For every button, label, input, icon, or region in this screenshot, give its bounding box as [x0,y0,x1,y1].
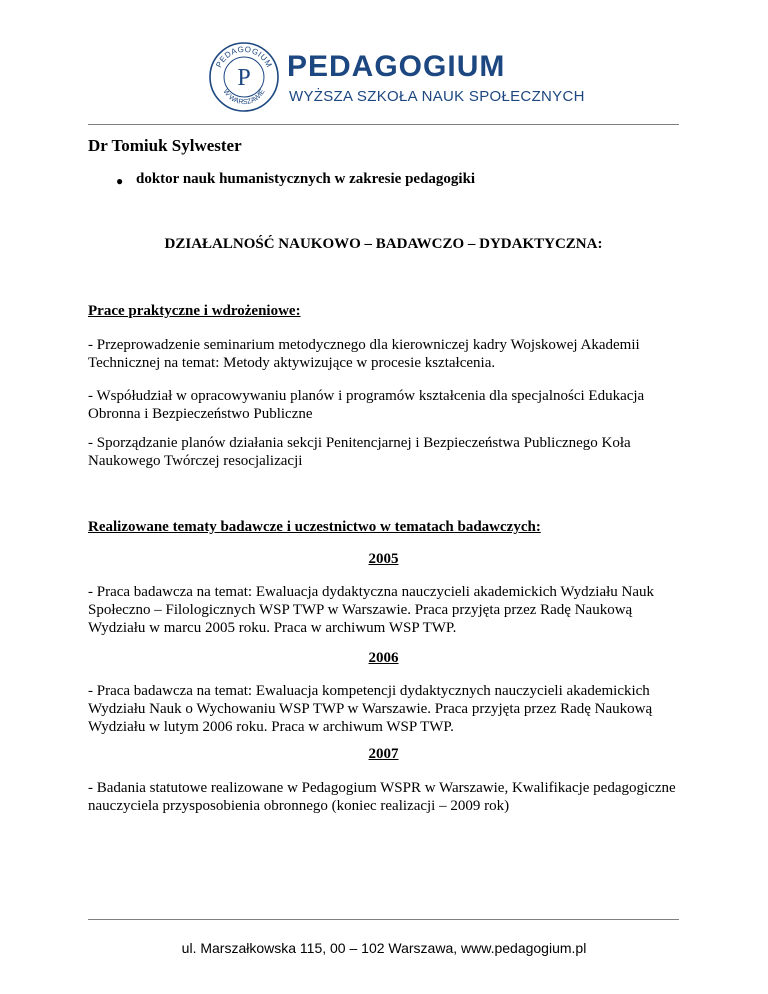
year-heading: 2005 [368,551,399,567]
practical-heading: Prace praktyczne i wdrożeniowe: [88,303,301,319]
practical-item: - Przeprowadzenie seminarium metodycznego dla kierowniczej kadry Wojskowej Akademii Technicznej na temat: Metody aktywizujące w procesie kształcenia. [88,337,640,371]
footer-divider [88,919,679,920]
research-item: - Badania statutowe realizowane w Pedagogium WSPR w Warszawie, Kwalifikacje pedagogiczne nauczyciela przysposobienia obronnego (koniec realizacji – 2009 rok) [88,780,676,814]
research-item: - Praca badawcza na temat: Ewaluacja kompetencji dydaktycznych nauczycieli akademickich Wydziału Nauk o Wychowaniu WSP TWP w Warszawie. Praca przyjęta przez Radę Naukową Wydziału w lutym 2006 roku. Praca w archiwum WSP TWP. [88,683,653,735]
letterhead [0,0,768,124]
bullet-icon: ● [116,174,124,188]
person-degree: doktor nauk humanistycznych w zakresie pedagogiki [136,171,476,187]
header-divider [88,124,679,125]
brand-name: PEDAGOGIUM [287,50,506,83]
footer-address: ul. Marszałkowska 115, 00 – 102 Warszawa, www.pedagogium.pl [181,940,587,956]
year-heading: 2007 [368,746,399,762]
practical-item: - Współudział w opracowywaniu planów i programów kształcenia dla specjalności Edukacja Obronna i Bezpieczeństwo Publiczne [88,388,645,422]
practical-item: - Sporządzanie planów działania sekcji Penitencjarnej i Bezpieczeństwa Publicznego Koła Naukowego Twórczej resocjalizacji [88,435,631,469]
section-title: DZIAŁALNOŚĆ NAUKOWO – BADAWCZO – DYDAKTYCZNA: [164,236,603,252]
research-item: - Praca badawcza na temat: Ewaluacja dydaktyczna nauczycieli akademickich Wydziału Nauk Społeczno – Filologicznych WSP TWP w Warszawie. Praca przyjęta przez Radę Naukową Wydziału w marcu 2005 roku. Praca w archiwum WSP TWP. [88,584,655,636]
research-heading: Realizowane tematy badawcze i uczestnictwo w tematach badawczych: [88,519,541,535]
svg-text:PEDAGOGIUM: PEDAGOGIUM [214,44,274,70]
year-heading: 2006 [368,650,399,666]
svg-text:P: P [237,65,251,91]
brand-subtitle: WYŻSZA SZKOŁA NAUK SPOŁECZNYCH [289,88,585,105]
pedagogium-seal-logo [208,41,280,113]
person-name: Dr Tomiuk Sylwester [88,136,242,155]
svg-text:W WARSZAWIE: W WARSZAWIE [221,88,267,107]
